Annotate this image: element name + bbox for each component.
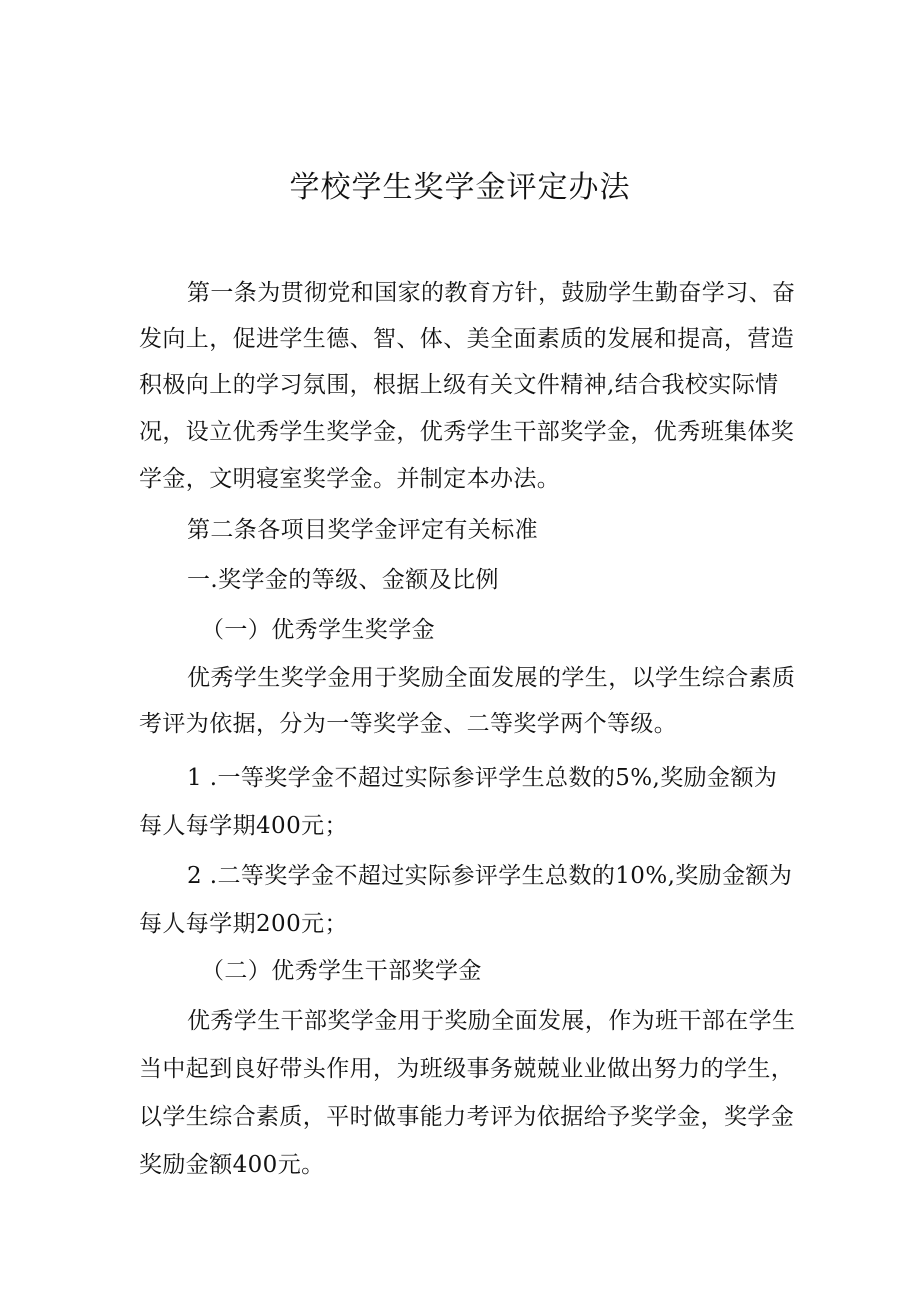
paragraph-line: 优秀学生干部奖学金用于奖励全面发展，作为班干部在学生 [187,1008,796,1034]
section-heading: 一.奖学金的等级、金额及比例 [187,567,499,593]
paragraph-line: 奖励金额400元。 [139,1152,325,1178]
paragraph-line: 考评为依据，分为一等奖学金、二等奖学两个等级。 [139,711,678,737]
list-item-line: 每人每学期200元； [139,911,348,937]
article-heading: 第二条各项目奖学金评定有关标准 [187,517,538,543]
paragraph-line: 积极向上的学习氛围，根据上级有关文件精神,结合我校实际情 [139,372,779,398]
paragraph-line: 学金，文明寝室奖学金。并制定本办法。 [139,466,561,492]
list-item-line: 1 .一等奖学金不超过实际参评学生总数的5%,奖励金额为 [187,765,778,791]
paragraph-line: 当中起到良好带头作用，为班级事务兢兢业业做出努力的学生， [139,1056,795,1082]
paragraph-line: 以学生综合素质，平时做事能力考评为依据给予奖学金，奖学金 [139,1104,795,1130]
document-title: 学校学生奖学金评定办法 [289,170,631,205]
list-item-line: 2 .二等奖学金不超过实际参评学生总数的10%,奖励金额为 [187,863,793,889]
paragraph-line: 发向上，促进学生德、智、体、美全面素质的发展和提高，营造 [139,326,795,352]
subsection-heading: （二）优秀学生干部奖学金 [201,958,482,984]
paragraph-line: 优秀学生奖学金用于奖励全面发展的学生，以学生综合素质 [187,665,796,691]
paragraph-line: 第一条为贯彻党和国家的教育方针，鼓励学生勤奋学习、奋 [187,280,796,306]
subsection-heading: （一）优秀学生奖学金 [201,617,435,643]
list-item-line: 每人每学期400元； [139,813,348,839]
paragraph-line: 况，设立优秀学生奖学金，优秀学生干部奖学金，优秀班集体奖 [139,419,795,445]
